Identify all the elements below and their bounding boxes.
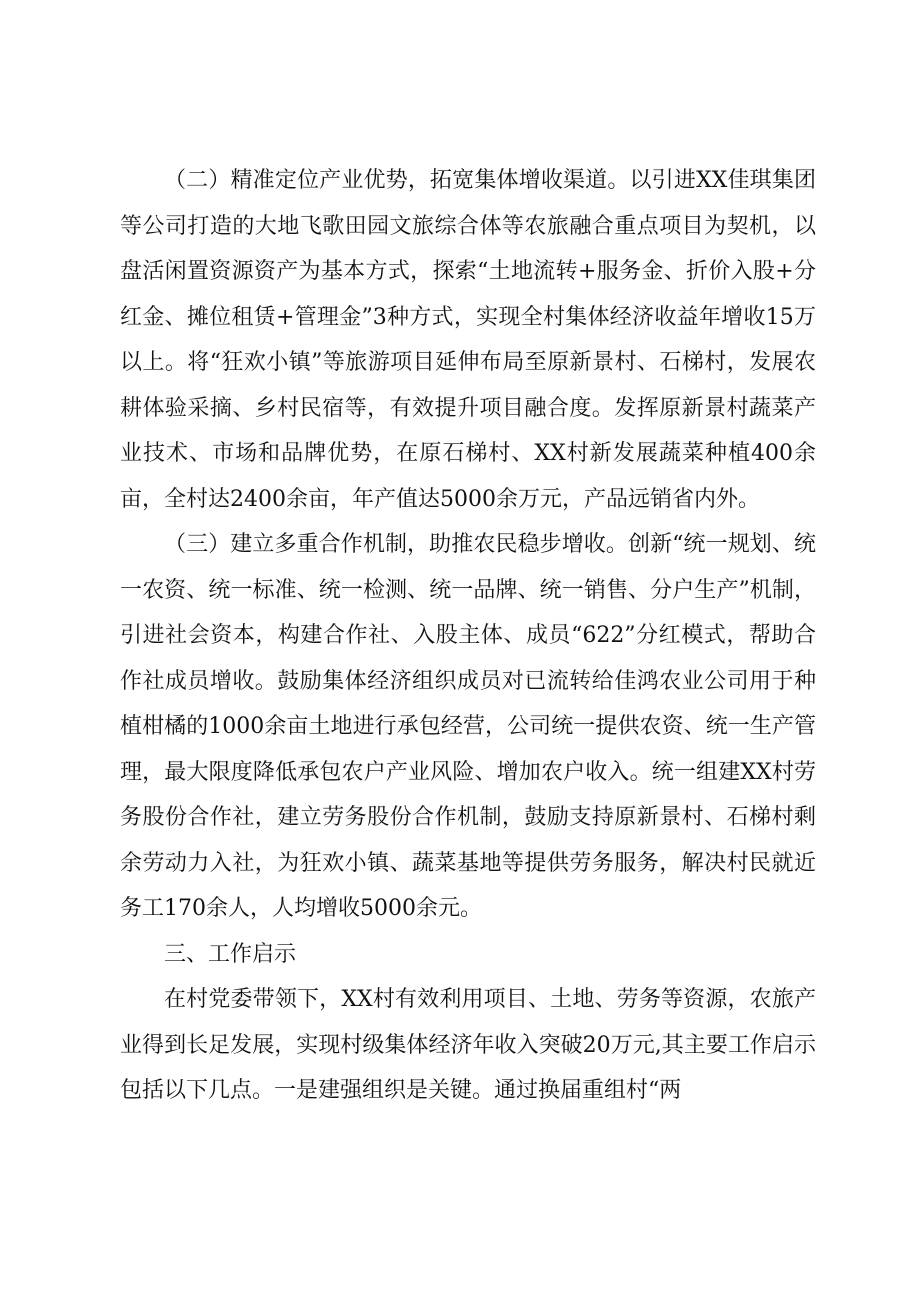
section-heading-work-insights: 三、工作启示	[164, 941, 297, 967]
document-body	[120, 158, 816, 1114]
paragraph-work-insights: 在村党委带领下，XX村有效利用项目、土地、劳务等资源，农旅产业得到长足发展，实现村级集体经济年收入突破20万元,其主要工作启示包括以下几点。一是建强组织是关键。通过换届重组村“两	[120, 987, 816, 1103]
paragraph-income-channels: （二）精准定位产业优势，拓宽集体增收渠道。以引进XX佳琪集团等公司打造的大地飞歌田园文旅综合体等农旅融合重点项目为契机，以盘活闲置资源资产为基本方式，探索“土地流转+服务金、折价入股+分红金、摊位租赁+管理金”3种方式，实现全村集体经济收益年增收15万以上。将“狂欢小镇”等旅游项目延伸布局至原新景村、石梯村，发展农耕体验采摘、乡村民宿等，有效提升项目融合度。发挥原新景村蔬菜产业技术、市场和品牌优势，在原石梯村、XX村新发展蔬菜种植400余亩，全村达2400余亩，年产值达5000余万元，产品远销省内外。	[120, 168, 816, 512]
paragraph-cooperation-mechanism: （三）建立多重合作机制，助推农民稳步增收。创新“统一规划、统一农资、统一标准、统一检测、统一品牌、统一销售、分户生产”机制，引进社会资本，构建合作社、入股主体、成员“622”分红模式，帮助合作社成员增收。鼓励集体经济组织成员对已流转给佳鸿农业公司用于种植柑橘的1000余亩土地进行承包经营，公司统一提供农资、统一生产管理，最大限度降低承包农户产业风险、增加农户收入。统一组建XX村劳务股份合作社，建立劳务股份合作机制，鼓励支持原新景村、石梯村剩余劳动力入社，为狂欢小镇、蔬菜基地等提供劳务服务，解决村民就近务工170余人，人均增收5000余元。	[120, 532, 816, 921]
